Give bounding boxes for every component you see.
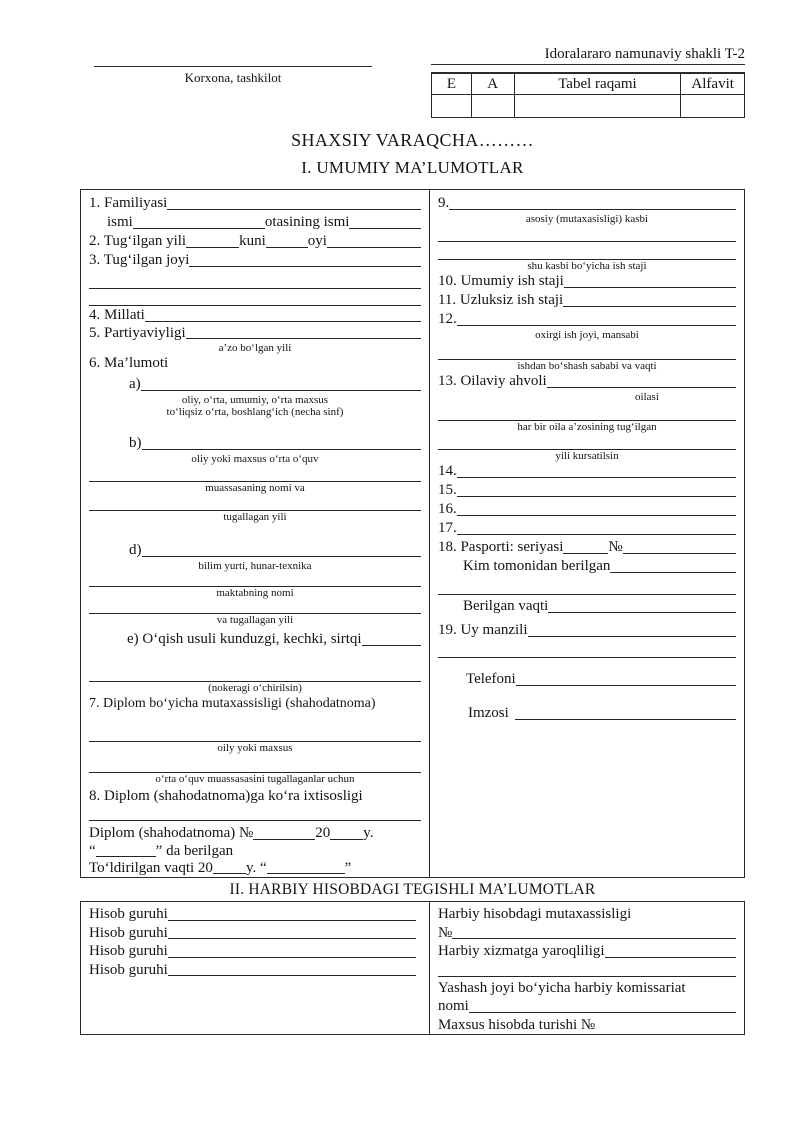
field-oqish-usuli: e) O‘qish usuli kunduzgi, kechki, sirtqi	[127, 631, 362, 647]
field-15: 15.	[437, 482, 457, 498]
blank-line	[515, 704, 736, 720]
blank-line	[89, 289, 421, 306]
hint-oxirgi-ish-joyi: oxirgi ish joyi, mansabi	[535, 329, 639, 341]
field-12: 12.	[437, 311, 457, 327]
blank-line	[438, 403, 736, 421]
blank-line	[167, 194, 421, 210]
blank-line	[89, 754, 421, 773]
empty-cell	[432, 95, 472, 118]
hint-yili-kursatilsin: yili kursatilsin	[555, 450, 619, 462]
empty-cell	[471, 95, 514, 118]
hint-oliy-yoki-maxsus-orta-oquv: oliy yoki maxsus o‘rta o‘quv	[191, 453, 319, 465]
blank-line	[266, 232, 308, 248]
field-telefoni: Telefoni	[465, 671, 516, 687]
field-16: 16.	[437, 501, 457, 517]
field-da-berilgan: ” da berilgan	[155, 843, 234, 859]
hint-azo-bolgan-yili: a’zo bo‘lgan yili	[218, 342, 292, 354]
blank-line	[457, 519, 736, 535]
field-malumoti-d: d)	[129, 542, 142, 558]
blank-line	[142, 541, 421, 557]
field-hisob-guruhi-3: Hisob guruhi	[89, 943, 168, 959]
blank-line	[213, 860, 246, 874]
field-millati: 4. Millati	[89, 307, 145, 323]
blank-line	[330, 823, 363, 840]
blank-line	[438, 961, 736, 977]
field-ismi: ismi	[107, 214, 133, 230]
form-type-block	[431, 46, 745, 118]
field-pasport-no: №	[608, 539, 623, 555]
hint-bilim-yurti: bilim yurti, hunar-texnika	[198, 560, 312, 572]
field-toldirilgan-vaqti: To‘ldirilgan vaqti 20	[89, 860, 213, 876]
blank-line	[142, 434, 421, 450]
blank-line	[438, 341, 736, 360]
hint-oily-yoki-maxsus: oily yoki maxsus	[217, 742, 293, 754]
field-tugilgan-yili: 2. Tug‘ilgan yili	[89, 233, 187, 249]
field-harbiy-xizmatga-yaroqliligi: Harbiy xizmatga yaroqliligi	[437, 943, 605, 959]
section2-left-column	[81, 902, 430, 1034]
section1-left-column	[81, 190, 430, 877]
field-diplom-mutaxassisligi-label: 7. Diplom bo‘yicha mutaxassisligi (shahodatnoma)	[89, 696, 376, 711]
field-9: 9.	[437, 195, 450, 211]
blank-line	[168, 961, 416, 977]
section1-right-column	[430, 190, 744, 877]
field-oyi: oyi	[307, 233, 327, 249]
organization-block	[94, 46, 372, 86]
section1-heading: I. UMUMIY MA’LUMOTLAR	[301, 158, 524, 177]
hint-har-bir-oila-azosining: har bir oila a’zosining tug‘ilgan	[517, 421, 657, 433]
field-17: 17.	[437, 520, 457, 536]
blank-line	[267, 860, 345, 874]
blank-line	[168, 905, 416, 921]
field-hisob-guruhi-2: Hisob guruhi	[89, 924, 168, 941]
blank-line	[457, 310, 736, 326]
blank-line	[457, 500, 736, 516]
field-tugilgan-joyi: 3. Tug‘ilgan joyi	[89, 252, 190, 268]
header-table	[431, 72, 745, 118]
blank-line	[623, 538, 736, 554]
field-diplom-yil-prefix: 20	[315, 825, 331, 841]
blank-line	[189, 251, 421, 267]
blank-line	[89, 806, 421, 821]
blank-line	[457, 481, 736, 497]
field-harbiy-no: №	[437, 924, 453, 941]
blank-line	[89, 270, 421, 289]
blank-line	[168, 924, 416, 940]
blank-line	[547, 372, 736, 388]
hint-asosiy-kasbi: asosiy (mutaxasisligi) kasbi	[525, 213, 649, 225]
blank-line	[362, 630, 421, 646]
blank-line	[89, 465, 421, 482]
blank-line	[89, 649, 421, 682]
blank-line	[327, 232, 421, 248]
blank-line	[145, 306, 421, 322]
field-imzosi: Imzosi	[467, 705, 509, 721]
section2-table	[80, 901, 745, 1035]
hint-va-tugallagan-yili: va tugallagan yili	[216, 614, 294, 626]
field-diplom-yil-suffix: y.	[363, 825, 374, 841]
blank-line	[253, 823, 315, 840]
blank-line	[438, 242, 736, 260]
organization-caption: Korxona, tashkilot	[184, 70, 282, 85]
field-yashash-joyi-komissariat: Yashash joyi bo‘yicha harbiy komissariat	[437, 979, 686, 996]
field-uy-manzili: 19. Uy manzili	[437, 622, 528, 638]
empty-cell	[514, 95, 681, 118]
field-otasining-ismi: otasining ismi	[264, 214, 350, 230]
hint-tugallagan-yili: tugallagan yili	[223, 511, 287, 523]
blank-line	[89, 599, 421, 614]
blank-line	[141, 375, 421, 391]
blank-line	[563, 291, 736, 307]
blank-line	[89, 494, 421, 511]
field-familiyasi: 1. Familiyasi	[89, 195, 168, 211]
hint-muassasaning-nomi-va: muassasaning nomi va	[205, 482, 305, 494]
field-uzluksiz-ish-staji: 11. Uzluksiz ish staji	[437, 292, 564, 308]
blank-line	[610, 557, 736, 573]
field-berilgan-vaqti: Berilgan vaqti	[462, 598, 549, 614]
header-col-a: A	[471, 73, 514, 95]
field-kim-tomonidan-berilgan: Kim tomonidan berilgan	[462, 558, 611, 574]
field-kuni: kuni	[239, 233, 266, 249]
blank-line	[168, 942, 416, 958]
header-table-empty-row	[432, 95, 745, 118]
blank-line	[89, 713, 421, 742]
blank-line	[457, 462, 736, 478]
header-col-tabel-raqami: Tabel raqami	[514, 73, 681, 95]
field-umumiy-ish-staji: 10. Umumiy ish staji	[437, 273, 564, 289]
blank-line	[89, 572, 421, 587]
header-table-row	[432, 73, 745, 95]
hint-oilasi: oilasi	[635, 391, 659, 403]
header-col-e: E	[432, 73, 472, 95]
blank-line	[96, 843, 156, 857]
hint-toliqsiz-orta: to‘liqsiz o‘rta, boshlang‘ich (necha sinf)	[166, 406, 344, 418]
field-da-berilgan-open-quote: “	[89, 843, 96, 859]
blank-line	[438, 576, 736, 595]
blank-line	[186, 232, 239, 248]
blank-line	[186, 325, 421, 339]
field-malumoti: 6. Ma’lumoti	[89, 355, 169, 371]
page-header	[80, 46, 745, 118]
section2-right-column	[430, 902, 744, 1034]
blank-line	[564, 272, 736, 288]
blank-line	[449, 194, 736, 210]
field-diplom-mutaxassisligi	[89, 694, 421, 713]
form-type-label: Idoralararo namunaviy shakli T-2	[431, 46, 745, 65]
field-malumoti-a: a)	[129, 376, 141, 392]
field-14: 14.	[437, 463, 457, 479]
field-maxsus-hisobda-turishi: Maxsus hisobda turishi №	[437, 1016, 596, 1033]
field-komissariat-nomi: nomi	[437, 998, 469, 1014]
field-diplom-raqami: Diplom (shahodatnoma) №	[89, 825, 254, 841]
hint-nokeragi-ochirilsin: (nokeragi o‘chirilsin)	[208, 682, 302, 694]
blank-line	[133, 213, 265, 229]
field-hisob-guruhi-1: Hisob guruhi	[89, 906, 168, 922]
field-oilaviy-ahvoli: 13. Oilaviy ahvoli	[437, 373, 547, 389]
blank-line	[438, 640, 736, 658]
empty-cell	[681, 95, 745, 118]
field-toldirilgan-y: y. “	[245, 860, 267, 876]
field-pasport-seriyasi: 18. Pasporti: seriyasi	[437, 539, 564, 555]
section2-heading: II. HARBIY HISOBDAGI TEGISHLI MA’LUMOTLAR	[229, 881, 596, 898]
field-partiyaviyligi: 5. Partiyaviyligi	[89, 325, 186, 341]
field-hisob-guruhi-4: Hisob guruhi	[89, 961, 168, 978]
blank-line	[469, 997, 736, 1013]
blank-line	[452, 924, 736, 940]
field-malumoti-b: b)	[129, 435, 142, 451]
field-harbiy-mutaxassisligi: Harbiy hisobdagi mutaxassisligi	[437, 906, 632, 922]
blank-line	[548, 597, 736, 613]
hint-shu-kasbi-ish-staji: shu kasbi bo‘yicha ish staji	[527, 260, 647, 272]
blank-line	[605, 942, 736, 958]
header-col-alfavit: Alfavit	[681, 73, 745, 95]
hint-orta-oquv-muassasasini: o‘rta o‘quv muassasasini tugallaganlar uchun	[155, 773, 355, 785]
blank-line	[438, 433, 736, 450]
field-toldirilgan-close-quote: ”	[344, 860, 352, 876]
hint-maktabning-nomi: maktabning nomi	[216, 587, 294, 599]
blank-line	[516, 670, 736, 686]
hint-ishdan-boshash: ishdan bo‘shash sababi va vaqti	[517, 360, 657, 372]
blank-line	[438, 225, 736, 242]
blank-line	[563, 538, 608, 554]
hint-oliy-orta-umumiy: oliy, o‘rta, umumiy, o‘rta maxsus	[181, 394, 329, 406]
blank-line	[528, 621, 736, 637]
section1-table	[80, 189, 745, 878]
field-diplom-ixtisosligi: 8. Diplom (shahodatnoma)ga ko‘ra ixtisosligi	[89, 788, 363, 804]
document-title: SHAXSIY VARAQCHA………	[291, 130, 534, 150]
blank-line	[349, 213, 421, 229]
organization-blank-line	[94, 60, 372, 67]
